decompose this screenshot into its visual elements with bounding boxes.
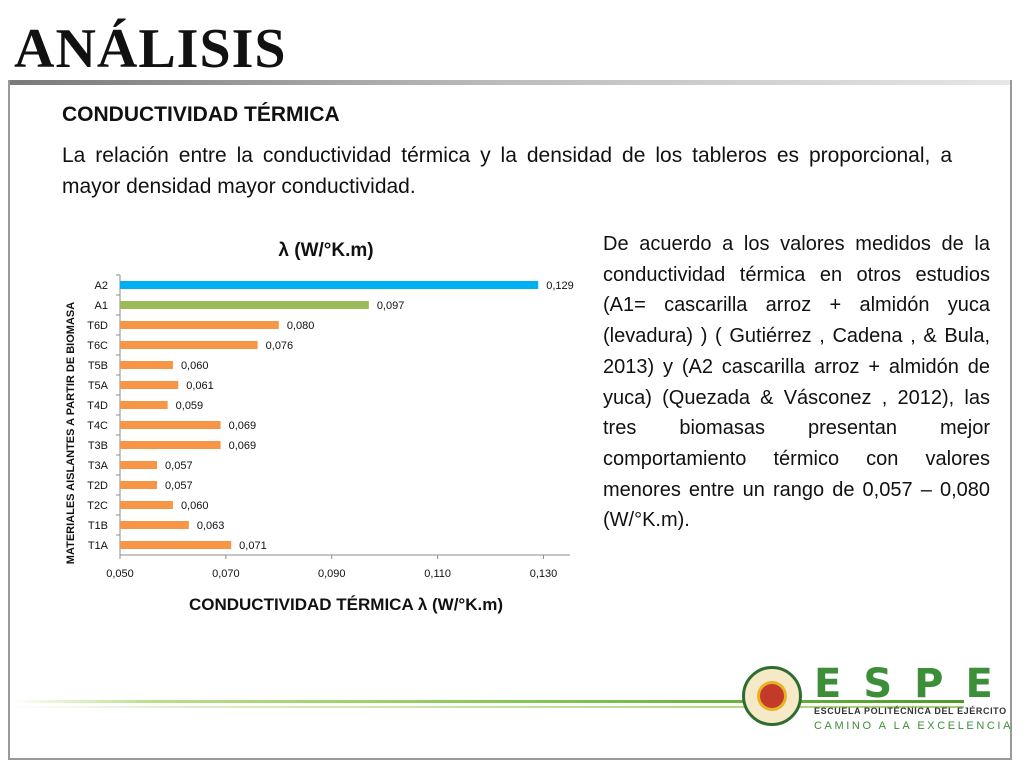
y-tick-label: T4C [87,420,108,432]
data-label: 0,097 [376,300,405,312]
bar [120,321,279,329]
institution-seal-icon [742,666,802,726]
data-label: 0,063 [196,520,225,532]
y-tick-label: T3B [87,440,108,452]
bar [120,361,173,369]
y-tick-label: T5A [87,380,108,392]
data-label: 0,071 [239,540,267,552]
y-tick-label: T3A [87,460,108,472]
side-note: De acuerdo a los valores medidos de la conductividad térmica en otros estudios (A1= cascarilla arroz + almidón yuca (levadura) ) ( Gutiérrez , Cadena , & Bula, 2013) y (A2 cascarilla arroz + almidón de yuca) (Quezada & Vásconez , 2012), las tres biomasas presentan mejor comportamiento térmico con valores menores entre un rango de 0,057 – 0,080 (W/°K.m). [603,233,990,532]
y-tick-label: T5B [87,360,108,372]
logo-brand: ESPE [814,661,1015,707]
bar [120,441,221,449]
bar [120,341,258,349]
y-tick-label: A1 [94,300,108,312]
plot-area [87,275,574,580]
data-label: 0,061 [186,380,214,392]
data-label: 0,129 [546,280,574,292]
slide-title: ANÁLISIS [14,18,287,80]
bar [120,301,369,309]
bar [120,421,221,429]
logo-institution-name: ESCUELA POLITÉCNICA DEL EJÉRCITO [814,706,1007,716]
y-tick-label: T2C [87,500,108,512]
bar [120,381,178,389]
logo-motto: CAMINO A LA EXCELENCIA [814,720,1014,732]
bar [120,521,189,529]
data-label: 0,069 [228,420,257,432]
intro-paragraph: La relación entre la conductividad térmica y la densidad de los tableros es proporcional, a mayor densidad mayor conductividad. [62,144,952,198]
section-heading: CONDUCTIVIDAD TÉRMICA [62,103,340,126]
x-tick-label: 0,070 [212,568,240,580]
data-label: 0,057 [165,480,193,492]
data-label: 0,057 [165,460,193,472]
data-label: 0,059 [175,400,204,412]
data-label: 0,069 [228,440,257,452]
y-tick-label: T1A [87,540,108,552]
espe-logo [742,661,1015,752]
bar [120,501,173,509]
bar-chart [56,228,586,628]
data-label: 0,060 [180,500,209,512]
x-tick-label: 0,130 [529,568,558,580]
bar [120,281,538,289]
data-label: 0,080 [286,320,315,332]
y-tick-label: A2 [94,280,108,292]
seal-emblem-icon [757,681,787,711]
y-tick-label: T1B [87,520,108,532]
y-axis-label: MATERIALES AISLANTES A PARTIR DE BIOMASA [65,301,77,565]
data-label: 0,076 [265,340,294,352]
bar [120,461,157,469]
chart-title: λ (W/°K.m) [278,240,374,261]
x-tick-label: 0,050 [106,568,134,580]
y-tick-label: T2D [87,480,108,492]
x-tick-label: 0,110 [424,568,452,580]
bar [120,401,168,409]
bar [120,541,231,549]
y-tick-label: T4D [87,400,108,412]
x-tick-label: 0,090 [317,568,346,580]
x-axis-label: CONDUCTIVIDAD TÉRMICA λ (W/°K.m) [188,595,504,614]
y-tick-label: T6C [87,340,108,352]
data-label: 0,060 [180,360,209,372]
bar [120,481,157,489]
y-tick-label: T6D [87,320,108,332]
